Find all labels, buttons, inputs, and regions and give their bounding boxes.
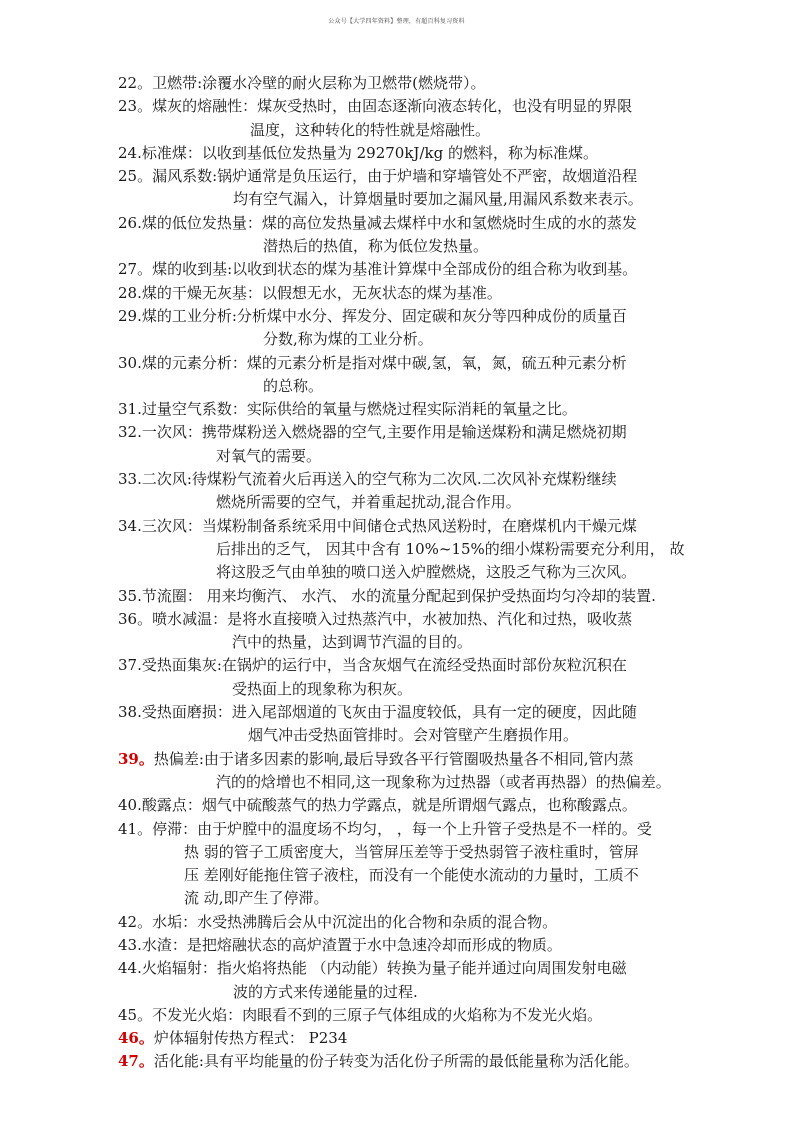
entry-text: 三次风：当煤粉制备系统采用中间储仓式热风送粉时，在磨煤机内干燥元煤: [141, 516, 637, 535]
entry-text: 漏风系数:锅炉通常是负压运行，由于炉墙和穿墙管处不严密，故烟道沿程: [152, 167, 638, 186]
entry-text: 煤的收到基:以收到状态的煤为基准计算煤中全部成份的组合称为收到基。: [152, 260, 638, 279]
entry-first-line: [118, 421, 738, 444]
entry-first-line: [118, 258, 738, 281]
entry-text: 潜热后的热值，称为低位发热量。: [263, 237, 489, 256]
entry-text: 后排出的乏气， 因其中含有 10%~15%的细小煤粉需要充分利用， 故: [216, 539, 685, 558]
glossary-entry: [118, 258, 738, 281]
entry-first-line: [118, 305, 738, 328]
entry-text: 将这股乏气由单独的喷口送入炉膛燃烧，这股乏气称为三次风。: [216, 563, 637, 582]
glossary-entry: [118, 282, 738, 305]
entry-text: 的总称。: [263, 376, 324, 395]
glossary-entry: [118, 934, 738, 957]
entry-number: 36。: [118, 609, 153, 628]
entry-number: 46。: [118, 1029, 154, 1048]
entry-continuation-line: [118, 887, 738, 910]
glossary-entry: [118, 911, 738, 934]
glossary-entry: [118, 142, 738, 165]
entry-continuation-line: [118, 538, 738, 561]
entry-text: 均有空气漏入，计算烟量时要加之漏风量,用漏风系数来表示。: [233, 190, 643, 209]
entry-first-line: [118, 911, 738, 934]
glossary-entry: [118, 585, 738, 608]
entry-text: 标准煤：以收到基低位发热量为 29270kJ/kg 的燃料，称为标准煤。: [141, 143, 598, 162]
entry-text: 酸露点：烟气中硫酸蒸气的热力学露点，就是所谓烟气露点，也称酸露点。: [141, 796, 637, 815]
entry-text: 炉体辐射传热方程式： P234: [153, 1029, 348, 1048]
entry-first-line: [118, 468, 738, 491]
glossary-entry: [118, 352, 738, 399]
entry-first-line: [118, 1027, 738, 1050]
entry-continuation-line: [118, 119, 738, 142]
entry-continuation-line: [118, 981, 738, 1004]
entry-first-line: [118, 515, 738, 538]
entry-continuation-line: [118, 841, 738, 864]
entry-text: 分数,称为煤的工业分析。: [263, 330, 433, 349]
entry-continuation-line: [118, 375, 738, 398]
entry-text: 过量空气系数：实际供给的氧量与燃烧过程实际消耗的氧量之比。: [141, 400, 577, 419]
entry-number: 28.: [118, 283, 142, 302]
entry-number: 29.: [118, 306, 142, 325]
entry-text: 煤的工业分析:分析煤中水分、挥发分、固定碳和灰分等四种成份的质量百: [141, 306, 627, 325]
entry-text: 温度，这种转化的特性就是熔融性。: [250, 120, 491, 139]
glossary-entry: [118, 515, 738, 585]
entry-text: 汽中的热量，达到调节汽温的目的。: [232, 633, 473, 652]
entry-first-line: [118, 701, 738, 724]
entry-first-line: [118, 398, 738, 421]
entry-first-line: [118, 142, 738, 165]
entry-number: 23。: [118, 97, 153, 116]
entry-text: 二次风:待煤粉气流着火后再送入的空气称为二次风.二次风补充煤粉继续: [141, 470, 617, 489]
entry-text: 受热面上的现象称为积灰。: [232, 679, 413, 698]
entry-first-line: [118, 608, 738, 631]
entry-first-line: [118, 934, 738, 957]
entry-text: 煤的干燥无灰基：以假想无水，无灰状态的煤为基准。: [141, 283, 502, 302]
entry-continuation-line: [118, 235, 738, 258]
entry-number: 33.: [118, 470, 142, 489]
entry-first-line: [118, 654, 738, 677]
entry-number: 44.: [118, 959, 142, 978]
entry-number: 34.: [118, 516, 142, 535]
entry-text: 喷水减温：是将水直接喷入过热蒸汽中，水被加热、汽化和过热，吸收蒸: [152, 609, 633, 628]
glossary-entry: [118, 212, 738, 259]
entry-text: 煤的元素分析：煤的元素分析是指对煤中碳,氢，氧，氮，硫五种元素分析: [141, 353, 627, 372]
entry-continuation-line: [118, 491, 738, 514]
entry-number: 41。: [118, 819, 153, 838]
entry-text: 受热面磨损：进入尾部烟道的飞灰由于温度较低，具有一定的硬度，因此随: [141, 703, 637, 722]
glossary-entry: [118, 1027, 738, 1050]
glossary-entry: [118, 957, 738, 1004]
glossary-entry: [118, 398, 738, 421]
entry-text: 压 差刚好能拖住管子液柱，而没有一个能使水流动的力量时，工质不: [184, 866, 639, 885]
entry-text: 煤的低位发热量：煤的高位发热量减去煤样中水和氢燃烧时生成的水的蒸发: [141, 213, 637, 232]
entry-continuation-line: [118, 864, 738, 887]
entry-text: 流 动,即产生了停滞。: [184, 889, 329, 908]
entry-first-line: [118, 1004, 738, 1027]
glossary-entry: [118, 748, 738, 795]
entry-continuation-line: [118, 631, 738, 654]
entry-continuation-line: [118, 724, 738, 747]
glossary-entry: [118, 608, 738, 655]
entry-continuation-line: [118, 445, 738, 468]
page-header: 公众号【大学四年资料】整理，有超百科复习资料: [328, 18, 465, 25]
entry-number: 35.: [118, 586, 142, 605]
entry-number: 26.: [118, 213, 142, 232]
entry-text: 对氧气的需要。: [216, 446, 322, 465]
entry-number: 37.: [118, 656, 142, 675]
entry-text: 烟气冲击受热面管排时。会对管壁产生磨损作用。: [248, 726, 579, 745]
entry-continuation-line: [118, 188, 738, 211]
entry-text: 一次风：携带煤粉送入燃烧器的空气,主要作用是输送煤粉和满足燃烧初期: [141, 423, 627, 442]
entry-number: 38.: [118, 703, 142, 722]
glossary-entry: [118, 1050, 738, 1073]
entry-text: 水渣：是把熔融状态的高炉渣置于水中急速冷却而形成的物质。: [141, 935, 562, 954]
entry-first-line: [118, 585, 738, 608]
glossary-entry: [118, 95, 738, 142]
entry-text: 波的方式来传递能量的过程.: [233, 982, 418, 1001]
glossary-entry: [118, 818, 738, 911]
entry-first-line: [118, 1050, 738, 1073]
entry-first-line: [118, 352, 738, 375]
glossary-entry: [118, 421, 738, 468]
entry-number: 24.: [118, 143, 142, 162]
entry-number: 39。: [118, 749, 154, 768]
entry-continuation-line: [118, 561, 738, 584]
entry-number: 25。: [118, 167, 153, 186]
entry-first-line: [118, 282, 738, 305]
entry-first-line: [118, 794, 738, 817]
entry-number: 42。: [118, 912, 153, 931]
entry-text: 热 弱的管子工质密度大，当管屏压差等于受热弱管子液柱重时，管屏: [184, 842, 639, 861]
entry-text: 火焰辐射：指火焰将热能 （内动能）转换为量子能并通过向周围发射电磁: [141, 959, 627, 978]
entry-continuation-line: [118, 678, 738, 701]
entry-first-line: [118, 957, 738, 980]
glossary-entry: [118, 72, 738, 95]
entry-number: 32.: [118, 423, 142, 442]
entry-text: 受热面集灰:在锅炉的运行中，当含灰烟气在流经受热面时部份灰粒沉积在: [141, 656, 627, 675]
entry-number: 47。: [118, 1052, 154, 1071]
entry-first-line: [118, 165, 738, 188]
glossary-entry: [118, 1004, 738, 1027]
glossary-entry: [118, 468, 738, 515]
entry-number: 30.: [118, 353, 142, 372]
glossary-entry: [118, 165, 738, 212]
entry-first-line: [118, 818, 738, 841]
entry-text: 卫燃带:涂覆水冷壁的耐火层称为卫燃带(燃烧带）。: [152, 74, 486, 92]
entry-number: 45。: [118, 1005, 153, 1024]
entry-number: 31.: [118, 400, 142, 419]
entry-continuation-line: [118, 328, 738, 351]
entry-first-line: [118, 72, 738, 95]
entry-text: 活化能:具有平均能量的份子转变为活化份子所需的最低能量称为活化能。: [153, 1052, 639, 1071]
glossary-list: [118, 72, 738, 1074]
entry-text: 水垢：水受热沸腾后会从中沉淀出的化合物和杂质的混合物。: [152, 912, 558, 931]
entry-text: 煤灰的熔融性：煤灰受热时，由固态逐渐向液态转化，也没有明显的界限: [152, 97, 633, 116]
entry-text: 汽的的焓增也不相同,这一现象称为过热器（或者再热器）的热偏差。: [216, 772, 671, 791]
glossary-entry: [118, 794, 738, 817]
entry-text: 燃烧所需要的空气，并着重起扰动,混合作用。: [216, 493, 521, 512]
entry-text: 不发光火焰：肉眼看不到的三原子气体组成的火焰称为不发光火焰。: [152, 1005, 603, 1024]
entry-text: 节流圈： 用来均衡汽、 水汽、 水的流量分配起到保护受热面均匀冷却的装置.: [141, 586, 656, 605]
entry-first-line: [118, 748, 738, 771]
glossary-entry: [118, 701, 738, 748]
entry-number: 27。: [118, 260, 153, 279]
entry-number: 40.: [118, 796, 142, 815]
entry-number: 22。: [118, 74, 153, 92]
entry-text: 停滞：由于炉膛中的温度场不均匀， ，每一个上升管子受热是不一样的。受: [152, 819, 652, 838]
glossary-entry: [118, 305, 738, 352]
entry-continuation-line: [118, 771, 738, 794]
entry-first-line: [118, 212, 738, 235]
entry-first-line: [118, 95, 738, 118]
entry-text: 热偏差:由于诸多因素的影响,最后导致各平行管圈吸热量各不相同,管内蒸: [153, 749, 634, 768]
entry-number: 43.: [118, 935, 142, 954]
glossary-entry: [118, 654, 738, 701]
